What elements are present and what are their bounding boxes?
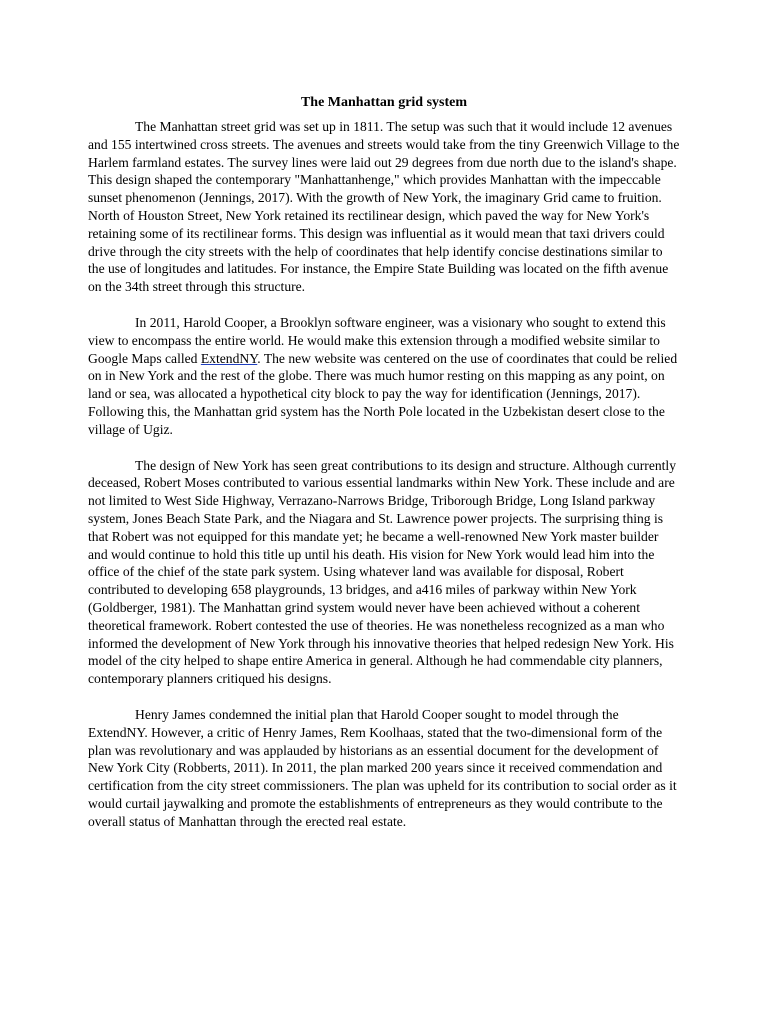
paragraph-2-text-before: In 2011, Harold Cooper, a Brooklyn software engineer, was a visionary who sought to extend this view to encompass the entire world. He would make this extension through a modified website similar to Google Maps called bbox=[88, 314, 666, 366]
paragraph-1: The Manhattan street grid was set up in 1811. The setup was such that it would include 12 avenues and 155 intertwined cross streets. The avenues and streets would take from the tiny Greenwich Village to the Harlem farmland estates. The survey lines were laid out 29 degrees from due north due to the island's shape. This design shaped the contemporary "Manhattanhenge," which provides Manhattan with the impeccable sunset phenomenon (Jennings, 2017). With the growth of New York, the imaginary Grid came to fruition. North of Houston Street, New York retained its rectilinear design, which paved the way for New York's retaining some of its rectilinear forms. This design was influential as it would mean that taxi drivers could drive through the city streets with the help of coordinates that help identify concise destinations similar to the use of longitudes and latitudes. For instance, the Empire State Building was located on the fifth avenue on the 34th street through this structure. bbox=[88, 119, 680, 295]
extendny-link[interactable]: ExtendNY bbox=[200, 350, 258, 366]
paragraph-2 bbox=[88, 314, 680, 439]
paragraph-4: Henry James condemned the initial plan that Harold Cooper sought to model through the ExtendNY. However, a critic of Henry James, Rem Koolhaas, stated that the two-dimensional form of the plan was revolutionary and was applauded by historians as an essential document for the development of New York City (Robberts, 2011). In 2011, the plan marked 200 years since it received commendation and certification from the city street commissioners. The plan was upheld for its contribution to social order as it would curtail jaywalking and promote the establishments of entrepreneurs as they would contribute to the overall status of Manhattan through the erected real estate. bbox=[88, 706, 677, 829]
document-page bbox=[88, 88, 680, 848]
paragraph-2-text-after: . The new website was centered on the use of coordinates that could be relied on in New York and the rest of the globe. There was much humor resting on this mapping as any point, on land or sea, was allocated a hypothetical city block to pay the way for identification (Jennings, 2017). Following this, the Manhattan grid system has the North Pole located in the Uzbekistan desert close to the village of Ugiz. bbox=[88, 350, 678, 437]
document-title: The Manhattan grid system bbox=[300, 95, 468, 110]
paragraph-3: The design of New York has seen great contributions to its design and structure. Although currently deceased, Robert Moses contributed to various essential landmarks within New York. These include and are not limited to West Side Highway, Verrazano-Narrows Bridge, Triborough Bridge, Long Island parkway system, Jones Beach State Park, and the Niagara and St. Lawrence power projects. The surprising thing is that Robert was not equipped for this mandate yet; he became a well-renowned New York master builder and would continue to hold this title up until his death. His vision for New York would lead him into the office of the chief of the state park system. Using whatever land was available for disposal, Robert contributed to developing 658 playgrounds, 13 bridges, and a416 miles of parkway within New York (Goldberger, 1981). The Manhattan grind system would never have been achieved without a coherent theoretical framework. Robert contested the use of theories. He was nonetheless recognized as a man who informed the development of New York through his innovative theories that helped redesign New York. His model of the city helped to shape entire America in general. Although he had commendable city planners, contemporary planners critiqued his designs. bbox=[88, 457, 677, 687]
